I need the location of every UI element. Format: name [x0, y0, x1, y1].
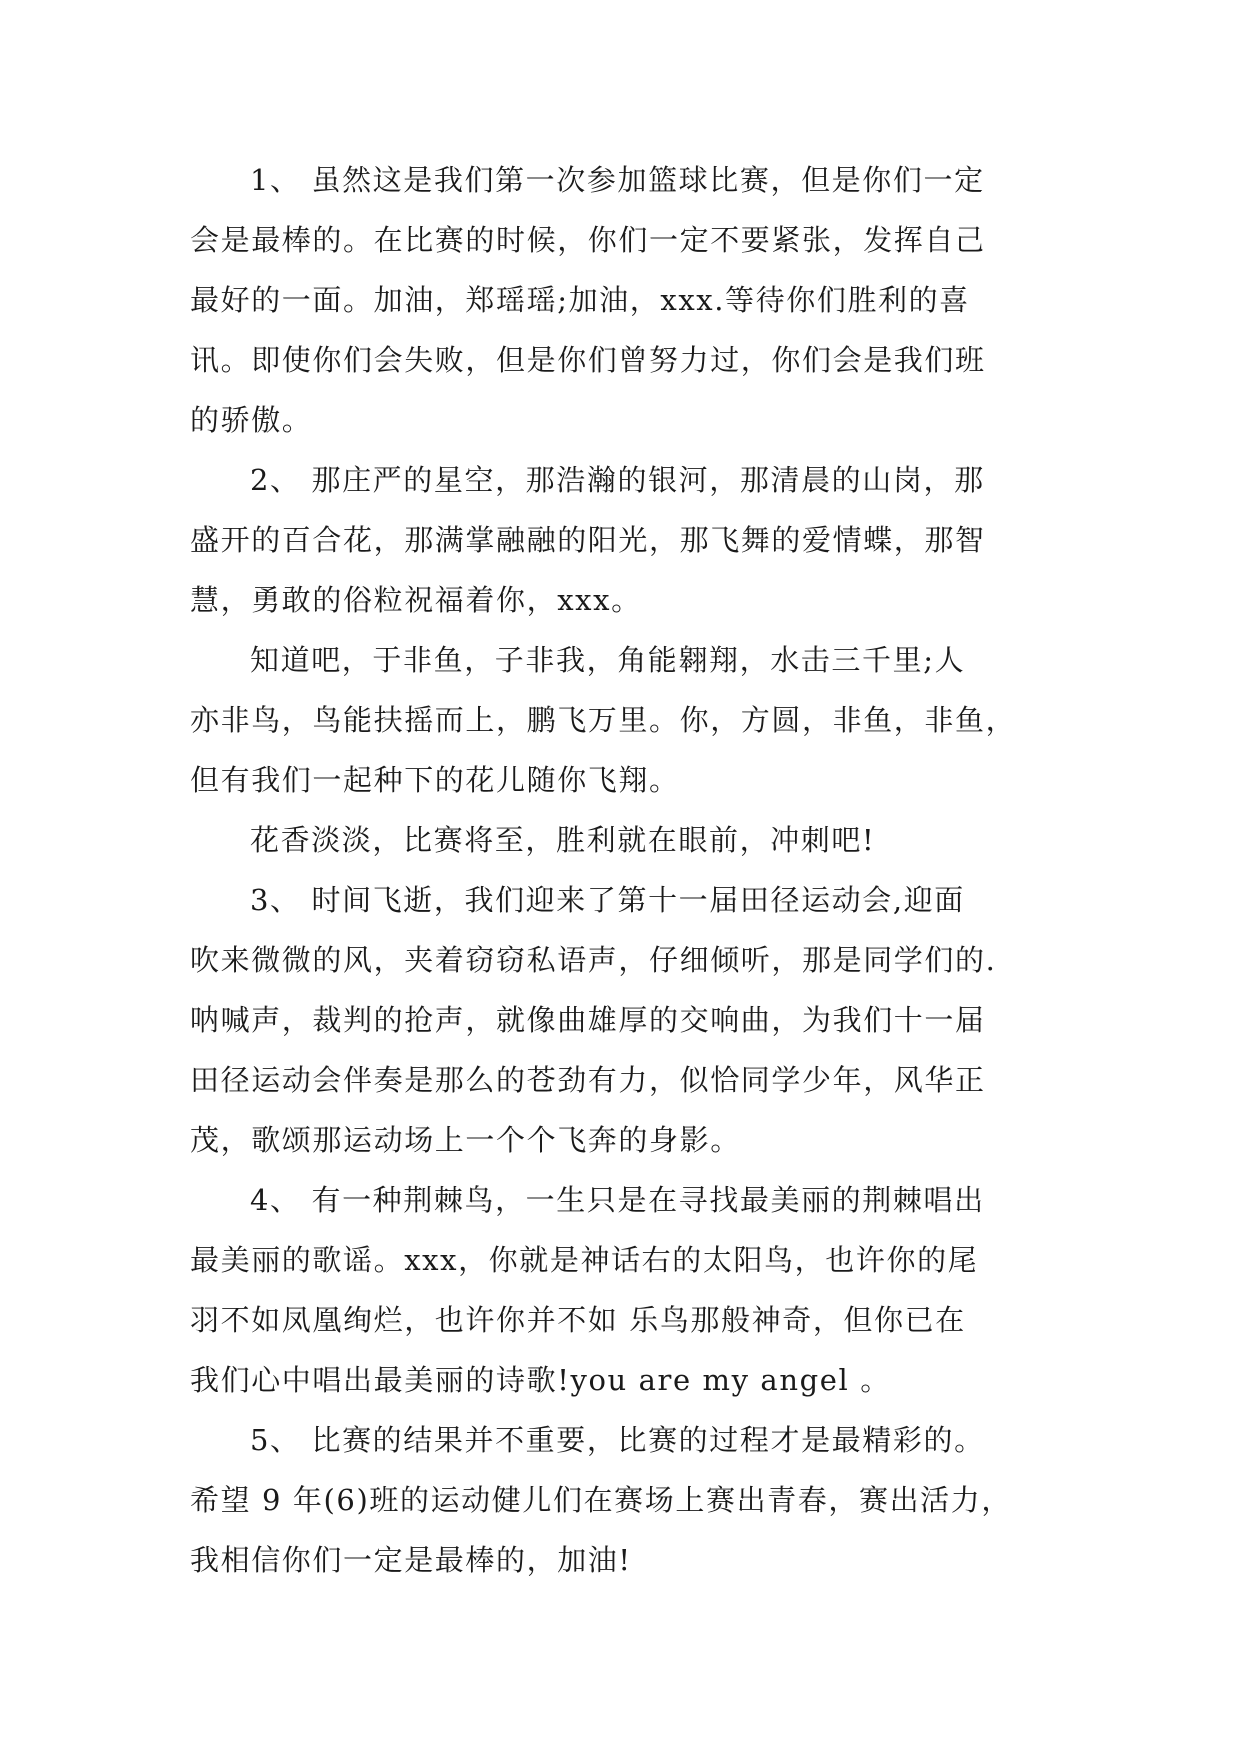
paragraph-7: [190, 1410, 1050, 1590]
text-line: 呐喊声，裁判的抢声，就像曲雄厚的交响曲，为我们十一届: [190, 1003, 986, 1037]
text-line: 茂，歌颂那运动场上一个个飞奔的身影。: [190, 1123, 741, 1157]
text-line: 吹来微微的风，夹着窃窃私语声，仔细倾听，那是同学们的.: [190, 943, 997, 977]
text-line: 3、 时间飞逝，我们迎来了第十一届田径运动会,迎面: [250, 883, 965, 917]
paragraph-5: [190, 870, 1050, 1170]
text-line: 知道吧，于非鱼，子非我，角能翱翔，水击三千里;人: [250, 643, 966, 677]
text-line: 羽不如凤凰绚烂，也许你并不如 乐鸟那般神奇，但你已在: [190, 1303, 966, 1337]
paragraph-4: [190, 810, 1050, 870]
text-line: 最美丽的歌谣。xxx，你就是神话右的太阳鸟，也许你的尾: [190, 1243, 979, 1277]
text-line: 亦非鸟，鸟能扶摇而上，鹏飞万里。你，方圆，非鱼，非鱼，: [190, 703, 1017, 737]
text-line: 最好的一面。加油，郑瑶瑶;加油，xxx.等待你们胜利的喜: [190, 283, 970, 317]
text-line: 讯。即使你们会失败，但是你们曾努力过，你们会是我们班: [190, 343, 986, 377]
text-line: 慧，勇敢的俗粒祝福着你，xxx。: [190, 583, 642, 617]
text-line: 我们心中唱出最美丽的诗歌!you are my angel 。: [190, 1363, 891, 1397]
text-line: 的骄傲。: [190, 403, 313, 437]
document-body: [190, 150, 1050, 1590]
paragraph-1: [190, 150, 1050, 450]
paragraph-2: [190, 450, 1050, 630]
text-line: 花香淡淡，比赛将至，胜利就在眼前，冲刺吧!: [250, 823, 876, 857]
paragraph-6: [190, 1170, 1050, 1410]
text-line: 1、 虽然这是我们第一次参加篮球比赛，但是你们一定: [250, 163, 985, 197]
text-line: 我相信你们一定是最棒的，加油!: [190, 1543, 632, 1577]
text-line: 但有我们一起种下的花儿随你飞翔。: [190, 763, 680, 797]
text-line: 盛开的百合花，那满掌融融的阳光，那飞舞的爱情蝶，那智: [190, 523, 986, 557]
text-line: 4、 有一种荆棘鸟，一生只是在寻找最美丽的荆棘唱出: [250, 1183, 985, 1217]
text-line: 希望 9 年(6)班的运动健儿们在赛场上赛出青春，赛出活力，: [190, 1483, 1012, 1517]
text-line: 会是最棒的。在比赛的时候，你们一定不要紧张，发挥自己: [190, 223, 986, 257]
paragraph-3: [190, 630, 1050, 810]
text-line: 2、 那庄严的星空，那浩瀚的银河，那清晨的山岗，那: [250, 463, 985, 497]
text-line: 5、 比赛的结果并不重要，比赛的过程才是最精彩的。: [250, 1423, 985, 1457]
text-line: 田径运动会伴奏是那么的苍劲有力，似恰同学少年，风华正: [190, 1063, 986, 1097]
